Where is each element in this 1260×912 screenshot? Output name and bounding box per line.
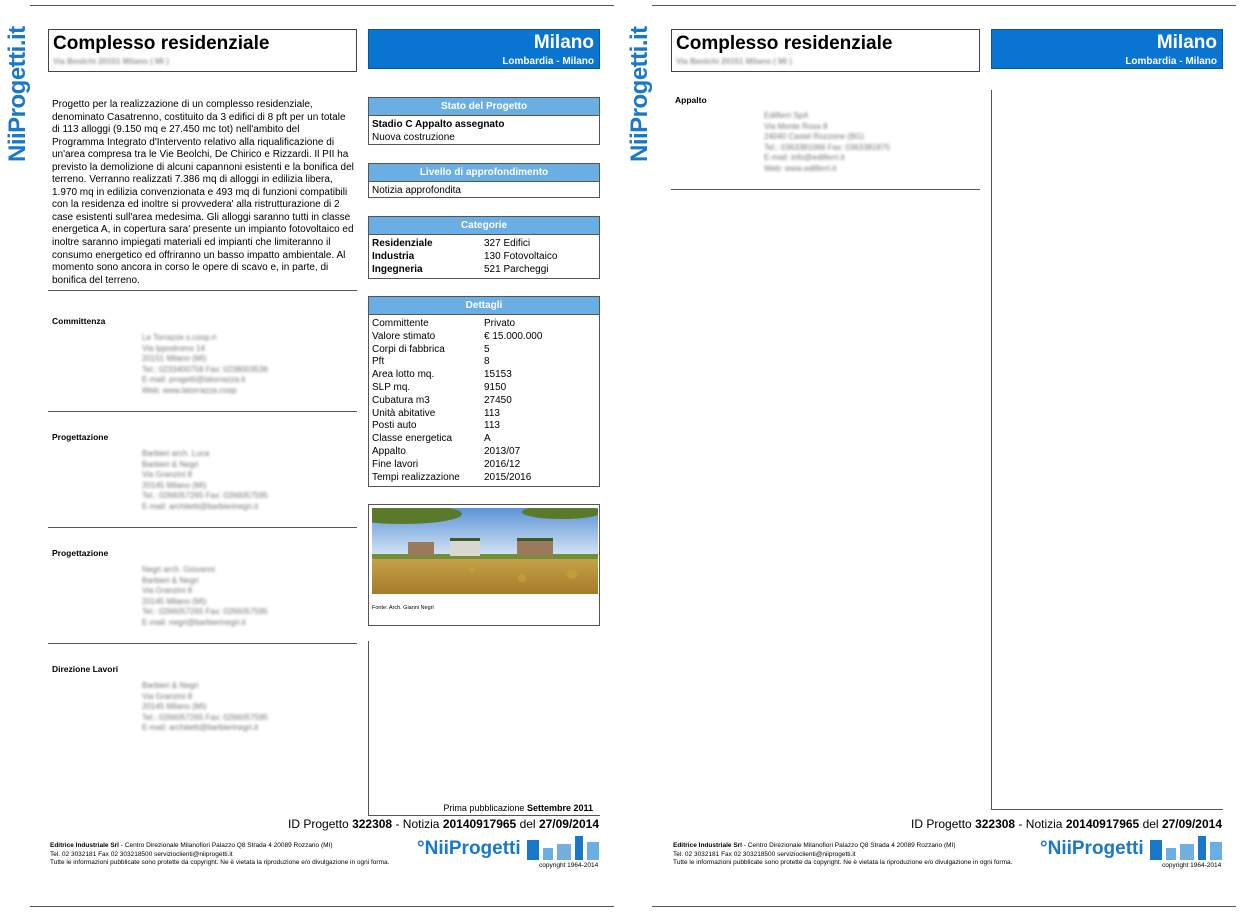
section-title: Committenza xyxy=(52,316,106,326)
column-divider-bottom xyxy=(991,809,1223,810)
city-name: Milano xyxy=(1156,32,1217,53)
stato-panel xyxy=(368,97,600,145)
contact-line: Negri arch. Giovanni xyxy=(142,565,215,574)
company-contacts: Tel. 02 3032181 Fax 02 303218500 servizioclienti@niiprogetti.it xyxy=(673,850,856,858)
del-label: del xyxy=(519,817,536,831)
contact-line: Via Ippodromo 14 xyxy=(142,343,206,353)
niiprogetti-logo xyxy=(417,834,601,860)
detail-key: Ingegneria xyxy=(372,263,423,275)
section-divider xyxy=(671,189,980,190)
project-photo xyxy=(372,508,598,594)
categorie-panel xyxy=(368,216,600,279)
description-line: energetica A, in copertura sara' presente un impianto fotovoltaico ed xyxy=(52,224,354,236)
column-divider-bottom xyxy=(368,815,600,816)
description-line: Progetto per la realizzazione di un complesso residenziale, xyxy=(52,99,313,110)
project-address: Via Beolchi 20151 Milano ( MI ) xyxy=(53,57,169,66)
contact-line: Barbieri & Negri xyxy=(142,459,199,469)
detail-value: 15153 xyxy=(484,369,512,381)
city-box xyxy=(368,29,600,69)
bottom-border xyxy=(652,906,1236,907)
contact-line: Tel.: 0266057265 Fax: 0266057595 xyxy=(142,491,268,501)
contact-line: Le Torrazze s.coop.rl xyxy=(142,333,217,342)
detail-value: 2016/12 xyxy=(484,458,521,470)
contact-line: Tel.: 0233400758 Fax: 0238003536 xyxy=(142,364,268,374)
livello-panel xyxy=(368,163,600,198)
section-contact xyxy=(142,681,268,734)
appalto-contact xyxy=(764,111,890,175)
section-contact xyxy=(142,333,268,397)
detail-row xyxy=(372,356,596,369)
company-contacts: Tel. 02 3032181 Fax 02 303218500 servizioclienti@niiprogetti.it xyxy=(50,850,233,858)
contact-line: Tel.: 0266057265 Fax: 0266057595 xyxy=(142,607,268,617)
column-divider xyxy=(991,90,992,809)
contact-line: Via Granzini 8 xyxy=(142,586,193,596)
contact-line: E-mail: negri@barbierinegri.it xyxy=(142,617,246,627)
publisher-info xyxy=(50,842,420,868)
id-value: 322308 xyxy=(352,817,393,831)
project-title: Complesso residenziale xyxy=(53,33,270,54)
notizia-label: - Notizia xyxy=(1018,817,1063,831)
livello-header: Livello di approfondimento xyxy=(369,164,599,182)
stato-stage: Stadio C Appalto assegnato xyxy=(372,119,505,130)
detail-row xyxy=(372,433,596,446)
contact-line: 20145 Milano (MI) xyxy=(142,702,207,712)
contact-line: Web: www.latorrazza.coop xyxy=(142,385,237,395)
niiprogetti-logo xyxy=(1040,834,1224,860)
detail-value: 2015/2016 xyxy=(484,471,532,483)
company-address: - Centro Direzionale Milanofiori Palazzo Q8 Strada 4 20089 Rozzano (MI) xyxy=(119,842,333,849)
id-label: ID Progetto xyxy=(911,817,972,831)
contact-line: Barbieri arch. Luca xyxy=(142,449,210,458)
project-description xyxy=(52,99,357,287)
detail-key: Area lotto mq. xyxy=(372,369,435,381)
contact-line: Barbieri & Negri xyxy=(142,575,199,585)
detail-row xyxy=(372,472,596,485)
detail-row xyxy=(372,382,596,395)
project-photo-box xyxy=(368,504,600,626)
contact-line: Web: www.edilferri.it xyxy=(764,163,837,173)
contact-line: Edilferri SpA xyxy=(764,111,809,120)
pub-date: Settembre 2011 xyxy=(526,803,593,813)
section-title: Progettazione xyxy=(52,432,109,442)
detail-key: Corpi di fabbrica xyxy=(372,343,445,355)
contact-line: E-mail: architetti@barbierinegri.it xyxy=(142,501,259,511)
contact-line: 20145 Milano (MI) xyxy=(142,480,207,490)
contact-line: Tel.: 0363381066 Fax: 0363381875 xyxy=(764,142,890,152)
description-line: di 113 alloggi (9.150 mq e 27.450 mc tot) nell'ambito del xyxy=(52,124,300,136)
section-title-appalto: Appalto xyxy=(675,95,707,105)
detail-row xyxy=(372,408,596,421)
company-address: - Centro Direzionale Milanofiori Palazzo Q8 Strada 4 20089 Rozzano (MI) xyxy=(742,842,956,849)
detail-key: Appalto xyxy=(372,445,406,457)
detail-value: 113 xyxy=(484,420,500,432)
detail-value: 5 xyxy=(484,343,490,355)
contact-line: Barbieri & Negri xyxy=(142,681,199,690)
section-divider xyxy=(48,290,357,291)
detail-value: Privato xyxy=(484,318,516,329)
project-address: Via Beolchi 20151 Milano ( MI ) xyxy=(676,57,792,66)
contact-line: E-mail: info@edilferri.it xyxy=(764,153,845,163)
section-divider xyxy=(48,643,357,644)
first-publication xyxy=(443,803,593,813)
contact-line: E-mail: progetti@latorrazza.it xyxy=(142,375,246,385)
detail-key: Tempi realizzazione xyxy=(372,471,460,483)
livello-value: Notizia approfondita xyxy=(372,185,461,196)
section-title: Progettazione xyxy=(52,548,109,558)
section-contact xyxy=(142,449,268,513)
description-line: inoltre saranno impiegati materiali ed impianti che limiteranno il xyxy=(52,237,331,249)
contact-line: Via Monte Rosa 8 xyxy=(764,121,828,131)
notizia-value: 20140917965 xyxy=(442,817,517,831)
contact-line: 20151 Milano (MI) xyxy=(142,354,207,364)
stato-type: Nuova costruzione xyxy=(372,131,455,143)
section-divider xyxy=(48,527,357,528)
top-border xyxy=(652,5,1236,6)
contact-line: Tel.: 0266057265 Fax: 0266057595 xyxy=(142,712,268,722)
top-border xyxy=(30,5,614,6)
categorie-header: Categorie xyxy=(369,217,599,235)
brand-vertical-logo: NiiProgetti.it xyxy=(626,26,653,162)
detail-value: A xyxy=(484,433,491,445)
contact-line: E-mail: architetti@barbierinegri.it xyxy=(142,723,259,733)
contact-line: 24040 Castel Rozzone (BG) xyxy=(764,132,865,142)
detail-key: Fine lavori xyxy=(372,458,419,470)
notizia-label: - Notizia xyxy=(395,817,440,831)
detail-value: 9150 xyxy=(484,381,507,393)
detail-value: 27450 xyxy=(484,394,512,406)
detail-key: Residenziale xyxy=(372,238,433,249)
detail-key: Cubatura m3 xyxy=(372,394,430,406)
stato-header: Stato del Progetto xyxy=(369,98,599,116)
detail-value: 521 Parcheggi xyxy=(484,263,549,275)
detail-key: SLP mq. xyxy=(372,381,411,393)
section-divider xyxy=(48,411,357,412)
description-line: terreno. Verranno realizzati 7.386 mq di alloggi in edilizia libera, xyxy=(52,174,333,186)
region-name: Lombardia - Milano xyxy=(502,56,594,67)
detail-key: Posti auto xyxy=(372,420,417,432)
detail-row xyxy=(372,420,596,433)
detail-value: 113 xyxy=(484,407,500,419)
description-line: previsto la demolizione di alcuni capannoni esistenti e la bonifica del xyxy=(52,161,354,173)
description-line: un'area compresa tra le Vie Beolchi, De Chirico e Rizzardi. Il PII ha xyxy=(52,149,349,161)
detail-value: € 15.000.000 xyxy=(484,330,543,342)
description-line: consumo energetico ed offriranno un basso impatto ambientale. Al xyxy=(52,249,346,261)
contact-line: Via Granzini 8 xyxy=(142,691,193,701)
detail-value: 130 Fotovoltaico xyxy=(484,250,558,262)
pub-label: Prima pubblicazione xyxy=(443,803,525,813)
section-contact xyxy=(142,565,268,629)
copyright: copyright 1964-2014 xyxy=(539,862,599,869)
project-id-line xyxy=(911,817,1222,831)
del-label: del xyxy=(1142,817,1159,831)
detail-row xyxy=(372,238,596,251)
rights-notice: Tutte le informazioni pubblicate sono protette da copyright. Ne è vietata la riproduzione e/o divulgazione in ogni forma. xyxy=(50,859,390,866)
detail-row xyxy=(372,459,596,472)
brand-vertical-logo: NiiProgetti.it xyxy=(4,26,31,162)
id-label: ID Progetto xyxy=(288,817,349,831)
project-title-box xyxy=(671,29,980,72)
project-title: Complesso residenziale xyxy=(676,33,893,54)
id-value: 322308 xyxy=(975,817,1016,831)
detail-row xyxy=(372,395,596,408)
detail-key: Classe energetica xyxy=(372,433,453,445)
publisher-info xyxy=(673,842,1043,868)
detail-key: Committente xyxy=(372,318,429,329)
skyline-icon xyxy=(1144,834,1224,860)
copyright: copyright 1964-2014 xyxy=(1162,862,1222,869)
city-name: Milano xyxy=(533,32,594,53)
logo-text: °NiiProgetti xyxy=(1040,838,1144,859)
detail-key: Pft xyxy=(372,356,385,368)
skyline-icon xyxy=(521,834,601,860)
company-name: Editrice Industriale Srl xyxy=(673,842,742,849)
detail-row xyxy=(372,264,596,277)
company-name: Editrice Industriale Srl xyxy=(50,842,119,849)
project-id-line xyxy=(288,817,599,831)
column-divider xyxy=(368,641,369,815)
dettagli-panel xyxy=(368,296,600,487)
detail-row xyxy=(372,446,596,459)
detail-key: Unità abitative xyxy=(372,407,436,419)
detail-key: Valore stimato xyxy=(372,330,436,342)
bottom-border xyxy=(30,906,614,907)
description-line: 1.970 mq in edilizia convenzionata e 493 mq di funzioni compatibili xyxy=(52,186,348,198)
detail-value: 2013/07 xyxy=(484,445,521,457)
section-title: Direzione Lavori xyxy=(52,664,119,674)
description-line: case esistenti sull'area medesima. Gli alloggi saranno tutti in classe xyxy=(52,211,351,223)
dettagli-header: Dettagli xyxy=(369,297,599,315)
project-title-box xyxy=(48,29,357,72)
contact-line: Via Granzini 8 xyxy=(142,470,193,480)
description-line: denominato Casatrenno, costituito da 3 edifici di 8 pft per un totale xyxy=(52,111,346,123)
detail-row xyxy=(372,331,596,344)
detail-row xyxy=(372,369,596,382)
detail-row xyxy=(372,251,596,264)
rights-notice: Tutte le informazioni pubblicate sono protette da copyright. Ne è vietata la riproduzione e/o divulgazione in ogni forma. xyxy=(673,859,1013,866)
detail-row xyxy=(372,318,596,331)
description-line: momento sono ancora in corso le opere di scavo e, in parte, di xyxy=(52,262,329,274)
detail-key: Industria xyxy=(372,250,415,262)
description-line: con la residenza ed inoltre si provvedera' alla ristrutturazione di 2 xyxy=(52,199,340,211)
description-line: bonifica del terreno. xyxy=(52,274,140,286)
notizia-date: 27/09/2014 xyxy=(1161,817,1222,831)
detail-value: 8 xyxy=(484,356,490,368)
detail-value: 327 Edifici xyxy=(484,238,531,249)
notizia-value: 20140917965 xyxy=(1065,817,1140,831)
detail-row xyxy=(372,344,596,357)
photo-caption: Fonte: Arch. Gianni Negri xyxy=(372,605,434,611)
notizia-date: 27/09/2014 xyxy=(538,817,599,831)
description-line: Programma Integrato d'Intervento relativo alla riqualificazione di xyxy=(52,136,335,148)
contact-line: 20145 Milano (MI) xyxy=(142,596,207,606)
region-name: Lombardia - Milano xyxy=(1125,56,1217,67)
logo-text: °NiiProgetti xyxy=(417,838,521,859)
city-box xyxy=(991,29,1223,69)
